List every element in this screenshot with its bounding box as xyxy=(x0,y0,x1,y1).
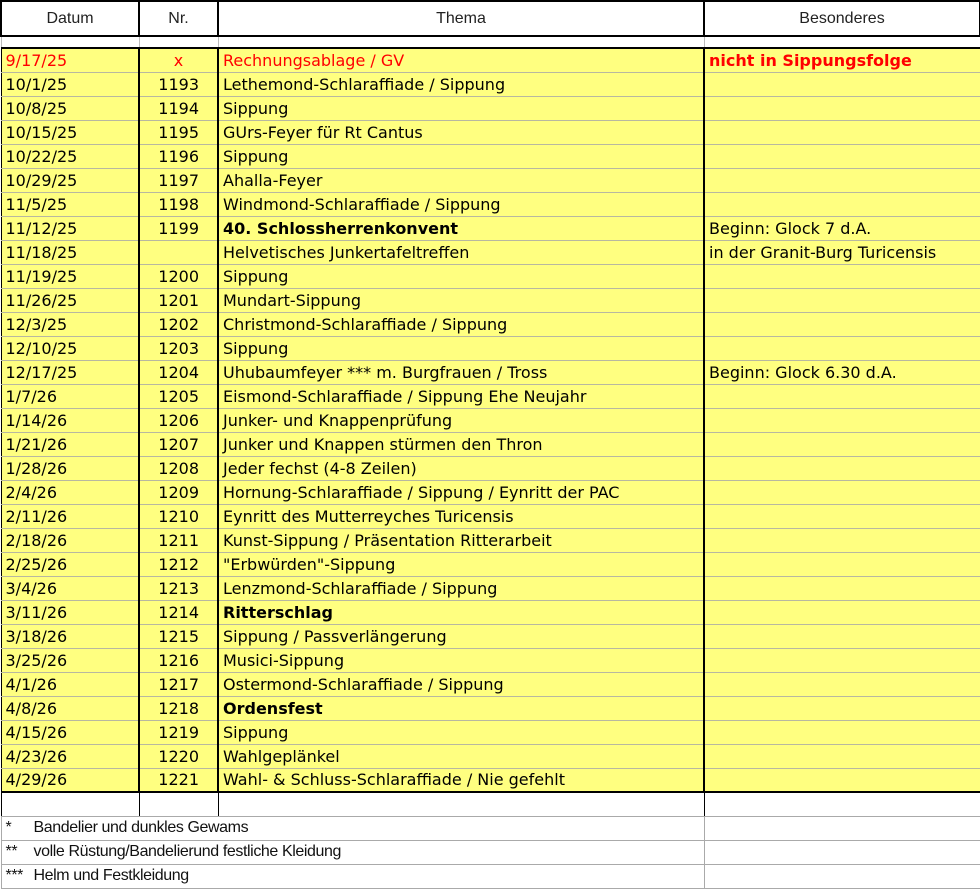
cell-nr[interactable]: 1209 xyxy=(139,480,218,504)
footnote-side-cell[interactable] xyxy=(704,864,980,888)
footnotes xyxy=(1,792,980,888)
header-datum[interactable]: Datum xyxy=(1,1,139,36)
cell-thema[interactable]: Wahl- & Schluss-Schlaraffiade / Nie gefehlt xyxy=(218,768,704,792)
cell-datum[interactable]: 10/1/25 xyxy=(1,72,139,96)
blank-row xyxy=(1,792,980,816)
cell-thema[interactable]: Musici-Sippung xyxy=(218,648,704,672)
cell-datum[interactable]: 4/15/26 xyxy=(1,720,139,744)
table-row xyxy=(1,96,980,120)
cell-thema[interactable]: Hornung-Schlaraffiade / Sippung / Eynritt der PAC xyxy=(218,480,704,504)
table-row xyxy=(1,528,980,552)
cell-datum[interactable]: 9/17/25 xyxy=(1,48,139,72)
table-row xyxy=(1,360,980,384)
spacer-row xyxy=(1,36,980,48)
cell-besonderes[interactable]: Beginn: Glock 7 d.A. xyxy=(704,216,980,240)
table-row xyxy=(1,384,980,408)
cell-nr[interactable]: 1218 xyxy=(139,696,218,720)
cell-besonderes[interactable] xyxy=(704,720,980,744)
cell-thema[interactable]: Sippung xyxy=(218,264,704,288)
cell-besonderes[interactable] xyxy=(704,744,980,768)
cell-nr[interactable]: 1200 xyxy=(139,264,218,288)
table-row xyxy=(1,216,980,240)
cell-nr[interactable]: 1196 xyxy=(139,144,218,168)
cell-datum[interactable]: 3/4/26 xyxy=(1,576,139,600)
cell-datum[interactable]: 4/8/26 xyxy=(1,696,139,720)
cell-besonderes[interactable]: nicht in Sippungsfolge xyxy=(704,48,980,72)
header-besonderes[interactable]: Besonderes xyxy=(704,1,980,36)
cell-thema[interactable]: Ritterschlag xyxy=(218,600,704,624)
cell-thema[interactable]: Rechnungsablage / GV xyxy=(218,48,704,72)
footnote-mark: * xyxy=(5,819,12,836)
table-row xyxy=(1,264,980,288)
cell-datum[interactable]: 10/8/25 xyxy=(1,96,139,120)
table-row xyxy=(1,168,980,192)
cell-datum[interactable]: 3/25/26 xyxy=(1,648,139,672)
table-row xyxy=(1,648,980,672)
cell-datum[interactable]: 12/3/25 xyxy=(1,312,139,336)
cell-datum[interactable]: 11/26/25 xyxy=(1,288,139,312)
cell-thema[interactable]: Lethemond-Schlaraffiade / Sippung xyxy=(218,72,704,96)
cell-thema[interactable]: Ostermond-Schlaraffiade / Sippung xyxy=(218,672,704,696)
footnote-cell[interactable] xyxy=(1,864,704,888)
footnote-side-cell[interactable] xyxy=(704,816,980,840)
spacer-cell xyxy=(218,36,704,48)
cell-thema[interactable]: Windmond-Schlaraffiade / Sippung xyxy=(218,192,704,216)
cell-datum[interactable]: 4/23/26 xyxy=(1,744,139,768)
cell-thema[interactable]: Helvetisches Junkertafeltreffen xyxy=(218,240,704,264)
cell-thema[interactable]: Junker und Knappen stürmen den Thron xyxy=(218,432,704,456)
table-row xyxy=(1,144,980,168)
cell-nr[interactable]: 1199 xyxy=(139,216,218,240)
cell-besonderes[interactable] xyxy=(704,168,980,192)
cell-nr[interactable]: 1203 xyxy=(139,336,218,360)
cell-besonderes[interactable] xyxy=(704,696,980,720)
cell-datum[interactable]: 11/19/25 xyxy=(1,264,139,288)
cell-datum[interactable]: 4/29/26 xyxy=(1,768,139,792)
cell-nr[interactable]: 1193 xyxy=(139,72,218,96)
cell-thema[interactable]: 40. Schlossherrenkonvent xyxy=(218,216,704,240)
header-nr[interactable]: Nr. xyxy=(139,1,218,36)
spacer-cell xyxy=(139,36,218,48)
cell-nr[interactable]: 1214 xyxy=(139,600,218,624)
cell-datum[interactable]: 2/11/26 xyxy=(1,504,139,528)
cell-nr[interactable]: 1211 xyxy=(139,528,218,552)
table-row xyxy=(1,192,980,216)
cell-besonderes[interactable] xyxy=(704,288,980,312)
table-row xyxy=(1,768,980,792)
table-row xyxy=(1,624,980,648)
cell-nr[interactable]: 1212 xyxy=(139,552,218,576)
cell-datum[interactable]: 1/7/26 xyxy=(1,384,139,408)
spacer-cell xyxy=(1,36,139,48)
cell-datum[interactable]: 12/17/25 xyxy=(1,360,139,384)
cell-nr[interactable]: 1195 xyxy=(139,120,218,144)
spacer-cell xyxy=(704,36,980,48)
cell-thema[interactable]: Sippung xyxy=(218,720,704,744)
cell-thema[interactable]: Sippung / Passverlängerung xyxy=(218,624,704,648)
footnote-mark: ** xyxy=(5,843,18,860)
cell-thema[interactable]: Wahlgeplänkel xyxy=(218,744,704,768)
cell-besonderes[interactable] xyxy=(704,576,980,600)
header-row xyxy=(1,1,980,36)
cell-nr[interactable]: 1208 xyxy=(139,456,218,480)
table-row xyxy=(1,312,980,336)
cell-datum[interactable]: 10/22/25 xyxy=(1,144,139,168)
cell-thema[interactable]: Sippung xyxy=(218,336,704,360)
cell-besonderes[interactable] xyxy=(704,480,980,504)
cell-besonderes[interactable] xyxy=(704,72,980,96)
table-row xyxy=(1,288,980,312)
cell-besonderes[interactable] xyxy=(704,408,980,432)
cell-besonderes[interactable] xyxy=(704,672,980,696)
cell-besonderes[interactable] xyxy=(704,384,980,408)
schedule-rows xyxy=(1,48,980,792)
cell-besonderes[interactable] xyxy=(704,432,980,456)
footnote-row xyxy=(1,864,980,888)
cell-thema[interactable]: Eynritt des Mutterreyches Turicensis xyxy=(218,504,704,528)
cell-datum[interactable]: 10/29/25 xyxy=(1,168,139,192)
footnote-row xyxy=(1,840,980,864)
footnote-cell[interactable] xyxy=(1,816,704,840)
cell-datum[interactable]: 3/11/26 xyxy=(1,600,139,624)
cell-thema[interactable]: Junker- und Knappenprüfung xyxy=(218,408,704,432)
table-row xyxy=(1,336,980,360)
cell-datum[interactable]: 1/14/26 xyxy=(1,408,139,432)
cell-thema[interactable]: Jeder fechst (4-8 Zeilen) xyxy=(218,456,704,480)
table-row xyxy=(1,240,980,264)
table-row xyxy=(1,408,980,432)
cell-besonderes[interactable] xyxy=(704,504,980,528)
table-row xyxy=(1,720,980,744)
cell-datum[interactable]: 2/18/26 xyxy=(1,528,139,552)
cell-besonderes[interactable] xyxy=(704,456,980,480)
table-row xyxy=(1,696,980,720)
cell-datum[interactable]: 11/18/25 xyxy=(1,240,139,264)
cell-besonderes[interactable] xyxy=(704,648,980,672)
table-row xyxy=(1,456,980,480)
footnote-text: volle Rüstung/Bandelierund festliche Kleidung xyxy=(33,843,342,860)
table-row xyxy=(1,480,980,504)
cell-datum[interactable]: 2/4/26 xyxy=(1,480,139,504)
cell-nr[interactable] xyxy=(139,240,218,264)
cell-nr[interactable]: 1215 xyxy=(139,624,218,648)
cell-nr[interactable]: 1217 xyxy=(139,672,218,696)
cell-thema[interactable]: Kunst-Sippung / Präsentation Ritterarbeit xyxy=(218,528,704,552)
table-row xyxy=(1,576,980,600)
cell-thema[interactable]: GUrs-Feyer für Rt Cantus xyxy=(218,120,704,144)
cell-besonderes[interactable]: Beginn: Glock 6.30 d.A. xyxy=(704,360,980,384)
table-row xyxy=(1,504,980,528)
cell-nr[interactable]: 1216 xyxy=(139,648,218,672)
cell-datum[interactable]: 1/28/26 xyxy=(1,456,139,480)
cell-datum[interactable]: 12/10/25 xyxy=(1,336,139,360)
cell-nr[interactable]: 1213 xyxy=(139,576,218,600)
footnote-text: Bandelier und dunkles Gewams xyxy=(33,819,249,836)
cell-datum[interactable]: 1/21/26 xyxy=(1,432,139,456)
table-row xyxy=(1,600,980,624)
cell-nr[interactable]: 1197 xyxy=(139,168,218,192)
footnote-side-cell[interactable] xyxy=(704,840,980,864)
cell-thema[interactable]: Sippung xyxy=(218,144,704,168)
footnote-text: Helm und Festkleidung xyxy=(33,867,189,884)
cell-thema[interactable]: Sippung xyxy=(218,96,704,120)
table-row xyxy=(1,552,980,576)
table-row xyxy=(1,672,980,696)
cell-datum[interactable]: 2/25/26 xyxy=(1,552,139,576)
cell-besonderes[interactable] xyxy=(704,768,980,792)
cell-thema[interactable]: "Erbwürden"-Sippung xyxy=(218,552,704,576)
blank-cell[interactable] xyxy=(1,792,139,816)
cell-nr[interactable]: 1210 xyxy=(139,504,218,528)
cell-besonderes[interactable] xyxy=(704,192,980,216)
footnote-mark: *** xyxy=(5,867,23,884)
cell-thema[interactable]: Christmond-Schlaraffiade / Sippung xyxy=(218,312,704,336)
cell-nr[interactable]: 1201 xyxy=(139,288,218,312)
blank-cell[interactable] xyxy=(139,792,218,816)
cell-datum[interactable]: 10/15/25 xyxy=(1,120,139,144)
cell-thema[interactable]: Uhubaumfeyer *** m. Burgfrauen / Tross xyxy=(218,360,704,384)
cell-datum[interactable]: 3/18/26 xyxy=(1,624,139,648)
cell-thema[interactable]: Ordensfest xyxy=(218,696,704,720)
table-row xyxy=(1,744,980,768)
cell-nr[interactable]: 1204 xyxy=(139,360,218,384)
cell-besonderes[interactable] xyxy=(704,144,980,168)
cell-besonderes[interactable] xyxy=(704,552,980,576)
cell-nr[interactable]: 1205 xyxy=(139,384,218,408)
cell-nr[interactable]: 1194 xyxy=(139,96,218,120)
cell-nr[interactable]: 1206 xyxy=(139,408,218,432)
blank-cell[interactable] xyxy=(704,792,980,816)
table-row xyxy=(1,48,980,72)
cell-thema[interactable]: Mundart-Sippung xyxy=(218,288,704,312)
table-row xyxy=(1,72,980,96)
cell-nr[interactable]: 1220 xyxy=(139,744,218,768)
cell-thema[interactable]: Eismond-Schlaraffiade / Sippung Ehe Neujahr xyxy=(218,384,704,408)
cell-nr[interactable]: 1219 xyxy=(139,720,218,744)
blank-cell[interactable] xyxy=(218,792,704,816)
cell-besonderes[interactable] xyxy=(704,600,980,624)
cell-datum[interactable]: 4/1/26 xyxy=(1,672,139,696)
cell-nr[interactable]: 1198 xyxy=(139,192,218,216)
cell-besonderes[interactable] xyxy=(704,528,980,552)
table-row xyxy=(1,432,980,456)
cell-besonderes[interactable]: in der Granit-Burg Turicensis xyxy=(704,240,980,264)
header-thema[interactable]: Thema xyxy=(218,1,704,36)
cell-besonderes[interactable] xyxy=(704,120,980,144)
cell-thema[interactable]: Lenzmond-Schlaraffiade / Sippung xyxy=(218,576,704,600)
cell-besonderes[interactable] xyxy=(704,264,980,288)
cell-besonderes[interactable] xyxy=(704,624,980,648)
cell-besonderes[interactable] xyxy=(704,312,980,336)
footnote-row xyxy=(1,816,980,840)
cell-nr[interactable]: 1207 xyxy=(139,432,218,456)
cell-besonderes[interactable] xyxy=(704,96,980,120)
table-row xyxy=(1,120,980,144)
cell-nr[interactable]: x xyxy=(139,48,218,72)
footnote-cell[interactable] xyxy=(1,840,704,864)
cell-thema[interactable]: Ahalla-Feyer xyxy=(218,168,704,192)
cell-besonderes[interactable] xyxy=(704,336,980,360)
cell-datum[interactable]: 11/5/25 xyxy=(1,192,139,216)
cell-datum[interactable]: 11/12/25 xyxy=(1,216,139,240)
cell-nr[interactable]: 1221 xyxy=(139,768,218,792)
cell-nr[interactable]: 1202 xyxy=(139,312,218,336)
